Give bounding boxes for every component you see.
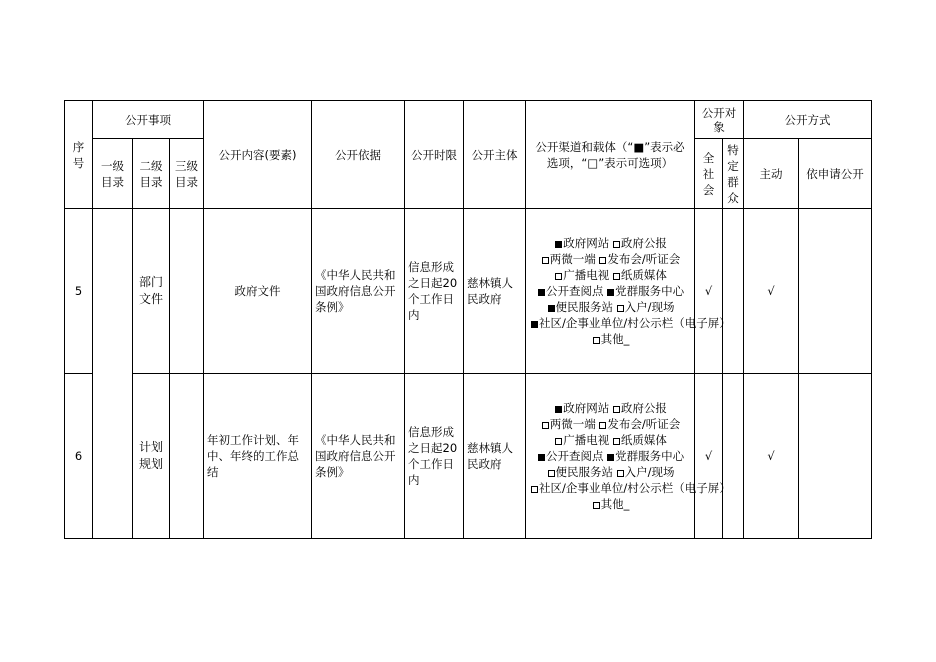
header-level2: [133, 139, 170, 209]
channel-line: [531, 331, 691, 347]
channel-label: 党群服务中心: [615, 449, 685, 463]
row-level2-text: 计划规划: [139, 440, 164, 471]
channel-label: 纸质媒体: [620, 433, 667, 447]
unchecked-box-icon: [555, 273, 562, 280]
row-level1: [93, 209, 133, 539]
unchecked-box-icon: [531, 486, 538, 493]
header-seq: [65, 101, 93, 209]
row-audience-specific: [723, 209, 744, 374]
row-level2-text: 部门文件: [139, 275, 164, 306]
header-public-items: 公开事项: [93, 101, 204, 139]
channel-line: [531, 299, 691, 315]
channel-line: [531, 283, 691, 299]
row-basis: 《中华人民共和国政府信息公开条例》: [312, 374, 405, 539]
checked-box-icon: [555, 406, 562, 413]
header-level2-label: 二级目录: [139, 158, 163, 189]
checked-box-icon: [607, 289, 614, 296]
channel-label: 纸质媒体: [620, 268, 667, 282]
header-audience-specific: [723, 139, 744, 209]
header-seq-label: 序号: [72, 139, 85, 170]
unchecked-box-icon: [599, 422, 606, 429]
unchecked-box-icon: [613, 241, 620, 248]
channel-label: 广播电视: [563, 433, 610, 447]
header-method-active: 主动: [744, 139, 799, 209]
row-content: 政府文件: [204, 209, 312, 374]
unchecked-box-icon: [542, 257, 549, 264]
header-level3: [170, 139, 204, 209]
row-level3: [170, 374, 204, 539]
unchecked-box-icon: [548, 470, 555, 477]
checked-box-icon: [538, 454, 545, 461]
channel-line: [531, 251, 691, 267]
header-method: 公开方式: [744, 101, 872, 139]
channel-line: [531, 448, 691, 464]
row-method-active: √: [744, 209, 799, 374]
row-level3: [170, 209, 204, 374]
row-seq: 5: [65, 209, 93, 374]
channel-line: [531, 464, 691, 480]
header-subject: 公开主体: [464, 101, 526, 209]
channel-label: 其他_: [600, 332, 630, 346]
header-level1: [93, 139, 133, 209]
channel-line: [531, 432, 691, 448]
channel-label: 便民服务站: [555, 465, 614, 479]
channel-label: 发布会/听证会: [607, 417, 681, 431]
header-channels: 公开渠道和载体（“■”表示必选项，“□”表示可选项）: [526, 101, 695, 209]
header-audience-all-label: 全社会: [702, 150, 715, 197]
disclosure-table: [64, 100, 872, 539]
header-audience-specific-label: 特定群众: [727, 142, 739, 205]
header-audience: 公开对象: [695, 101, 744, 139]
checked-box-icon: [538, 289, 545, 296]
checked-box-icon: [531, 321, 538, 328]
row-audience-specific: [723, 374, 744, 539]
row-basis: 《中华人民共和国政府信息公开条例》: [312, 209, 405, 374]
channel-line: [531, 416, 691, 432]
channel-label: 公开查阅点: [545, 449, 604, 463]
checked-box-icon: [555, 241, 562, 248]
channel-label: 政府网站: [563, 236, 610, 250]
header-row-1: [65, 101, 872, 139]
channel-label: 其他_: [600, 497, 630, 511]
channel-line: [531, 315, 731, 331]
channel-label: 便民服务站: [555, 300, 614, 314]
checked-box-icon: [607, 454, 614, 461]
unchecked-box-icon: [617, 470, 624, 477]
row-audience-all: √: [695, 209, 723, 374]
header-basis: 公开依据: [312, 101, 405, 209]
table-row: [65, 209, 872, 374]
row-level2: [133, 209, 170, 374]
row-method-request: [799, 209, 872, 374]
unchecked-box-icon: [599, 257, 606, 264]
channel-label: 政府公报: [620, 401, 667, 415]
row-content: 年初工作计划、年中、年终的工作总结: [204, 374, 312, 539]
channel-label: 广播电视: [563, 268, 610, 282]
row-subject: 慈林镇人民政府: [464, 209, 526, 374]
channel-label: 发布会/听证会: [607, 252, 681, 266]
header-audience-all: [695, 139, 723, 209]
row-channels: [526, 374, 731, 539]
unchecked-box-icon: [593, 337, 600, 344]
channel-label: 党群服务中心: [615, 284, 685, 298]
row-time-limit: 信息形成之日起20个工作日内: [405, 209, 464, 374]
channel-label: 公开查阅点: [545, 284, 604, 298]
unchecked-box-icon: [613, 406, 620, 413]
channel-line: [531, 267, 691, 283]
row-method-request: [799, 374, 872, 539]
unchecked-box-icon: [613, 438, 620, 445]
header-level1-label: 一级目录: [101, 158, 124, 189]
channel-line: [531, 480, 731, 496]
channel-label: 两微一端: [549, 252, 596, 266]
checked-box-icon: [548, 305, 555, 312]
channel-line: [531, 235, 691, 251]
header-content: 公开内容(要素): [204, 101, 312, 209]
unchecked-box-icon: [542, 422, 549, 429]
channel-label: 社区/企事业单位/村公示栏（电子屏）: [539, 481, 731, 495]
channel-label: 入户/现场: [624, 465, 675, 479]
row-audience-all: √: [695, 374, 723, 539]
unchecked-box-icon: [593, 502, 600, 509]
table-row: [65, 374, 872, 539]
row-channels: [526, 209, 731, 374]
header-method-request: 依申请公开: [799, 139, 872, 209]
row-time-limit: 信息形成之日起20个工作日内: [405, 374, 464, 539]
channel-line: [531, 400, 691, 416]
channel-label: 两微一端: [549, 417, 596, 431]
channel-label: 社区/企事业单位/村公示栏（电子屏）: [539, 316, 731, 330]
unchecked-box-icon: [617, 305, 624, 312]
row-method-active: √: [744, 374, 799, 539]
channel-label: 政府网站: [563, 401, 610, 415]
row-subject: 慈林镇人民政府: [464, 374, 526, 539]
row-level2: [133, 374, 170, 539]
header-time-limit: 公开时限: [405, 101, 464, 209]
channel-label: 政府公报: [620, 236, 667, 250]
row-seq: 6: [65, 374, 93, 539]
channel-label: 入户/现场: [624, 300, 675, 314]
header-level3-label: 三级目录: [175, 158, 199, 189]
channel-line: [531, 496, 691, 512]
unchecked-box-icon: [613, 273, 620, 280]
unchecked-box-icon: [555, 438, 562, 445]
